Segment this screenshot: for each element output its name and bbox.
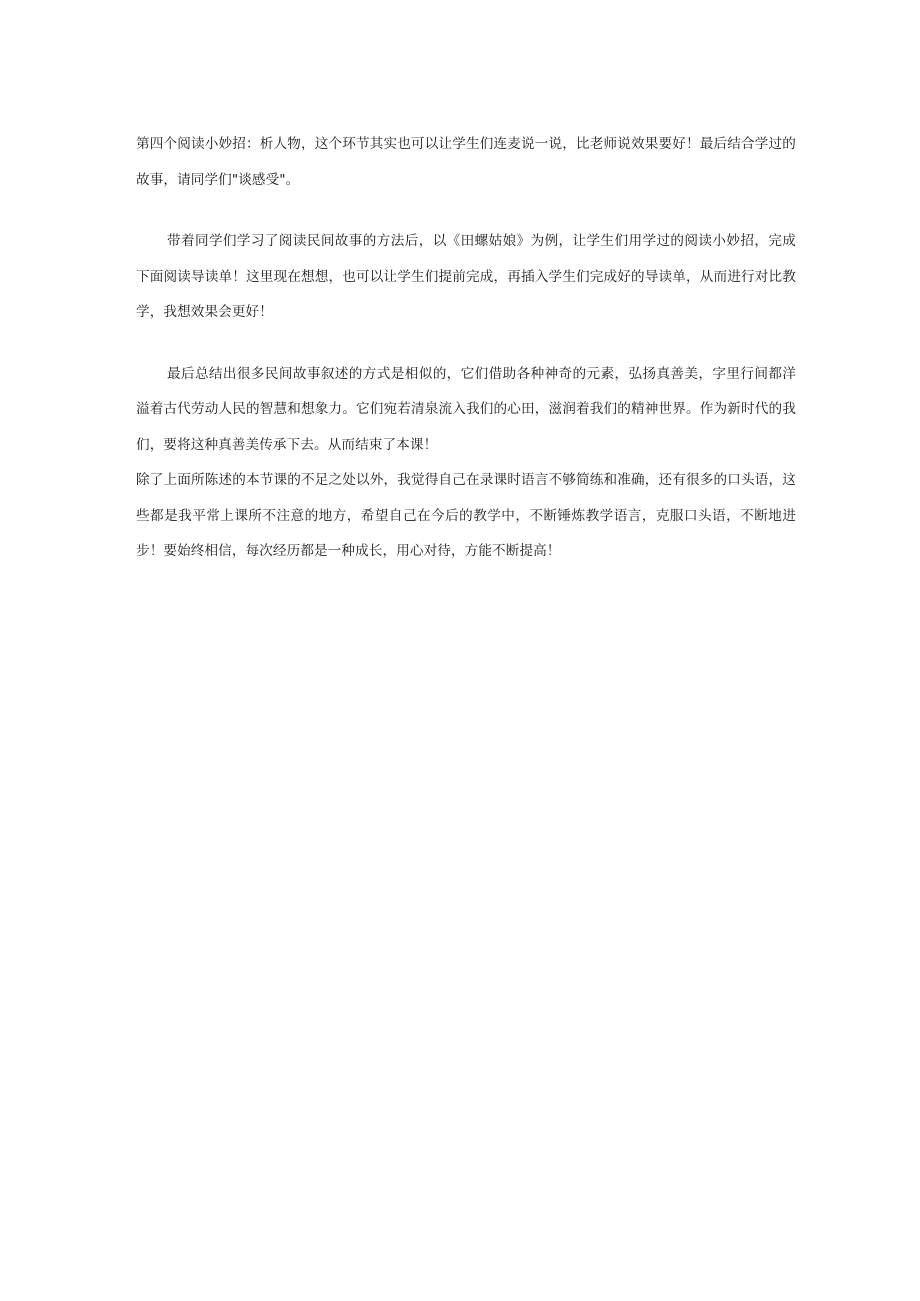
paragraph-self-reflection: 除了上面所陈述的本节课的不足之处以外，我觉得自己在录课时语言不够简练和准确，还有很多的口头语，这些都是我平常上课所不注意的地方，希望自己在今后的教学中，不断锤炼教学语言，克服口头语，不断地进步！要始终相信，每次经历都是一种成长，用心对待，方能不断提高！ (136, 472, 796, 559)
paragraph-lesson-summary: 最后总结出很多民间故事叙述的方式是相似的，它们借助各种神奇的元素，弘扬真善美，字里行间都洋溢着古代劳动人民的智慧和想象力。它们宛若清泉流入我们的心田，滋润着我们的精神世界。作为新时代的我们，要将这种真善美传承下去。从而结束了本课！ (136, 365, 796, 453)
paragraph-reading-guide: 带着同学们学习了阅读民间故事的方法后，以《田螺姑娘》为例，让学生们用学过的阅读小妙招，完成下面阅读导读单！这里现在想想，也可以让学生们提前完成，再插入学生们完成好的导读单，从而进行对比教学，我想效果会更好！ (136, 233, 796, 320)
paragraph-reading-tip-four: 第四个阅读小妙招：析人物，这个环节其实也可以让学生们连麦说一说，比老师说效果要好！最后结合学过的故事，请同学们"谈感受"。 (136, 136, 796, 188)
document-body (136, 127, 796, 570)
